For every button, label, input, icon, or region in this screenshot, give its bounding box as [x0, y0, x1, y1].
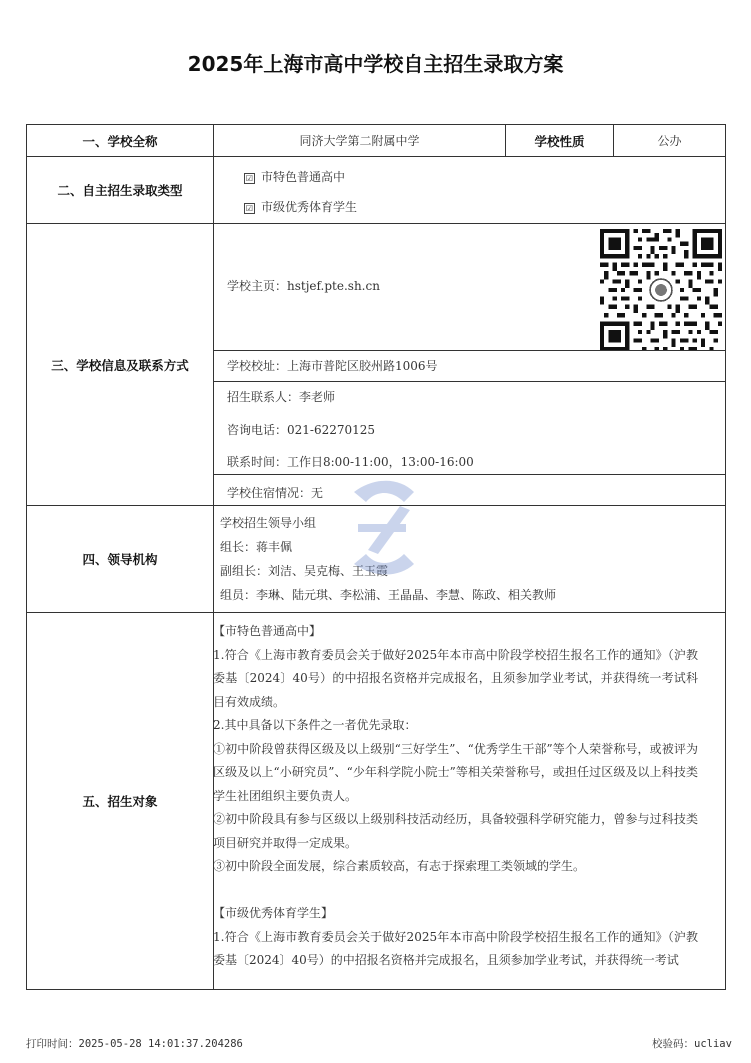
- label-leadership: 四、领导机构: [27, 506, 214, 612]
- school-homepage[interactable]: 学校主页：hstjef.pte.sh.cn: [227, 279, 380, 293]
- contact-phone: 咨询电话：021-62270125: [227, 423, 376, 437]
- leadership-group: 学校招生领导小组: [220, 516, 317, 530]
- print-time: 打印时间：2025-05-28 14:01:37.204286: [26, 1038, 243, 1050]
- targets-paragraph: 1.符合《上海市教育委员会关于做好2025年本市高中阶段学校招生报名工作的通知》（沪教委基〔2024〕40号）的中招报名资格并完成报名，且须参加学业考试，并获得统一考试: [213, 929, 698, 967]
- qr-code: [600, 229, 722, 355]
- school-name: 同济大学第二附属中学: [214, 125, 506, 156]
- contact-hours: 联系时间：工作日8:00-11:00，13:00-16:00: [227, 455, 474, 469]
- targets-spacer: [213, 879, 698, 903]
- checkbox-checked-icon: ☑: [245, 204, 254, 213]
- label-targets: 五、招生对象: [27, 613, 214, 989]
- row-enrollment-type: [27, 157, 725, 224]
- school-address: 学校校址：上海市普陀区胶州路1006号: [227, 359, 438, 373]
- label-school-nature: 学校性质: [506, 125, 614, 156]
- targets-paragraph: 1.符合《上海市教育委员会关于做好2025年本市高中阶段学校招生报名工作的通知》（沪教委基〔2024〕40号）的中招报名资格并完成报名，且须参加学业考试，并获得统一考试科目有效成绩。: [213, 647, 698, 709]
- leadership-deputies: 副组长：刘洁、吴克梅、王玉霞: [220, 564, 389, 578]
- school-nature: 公办: [657, 134, 682, 148]
- page-title: 2025年上海市高中学校自主招生录取方案: [187, 52, 564, 76]
- targets-paragraph: 2.其中具备以下条件之一者优先录取：: [213, 718, 417, 732]
- boarding-info: 学校住宿情况：无: [227, 486, 324, 500]
- label-enrollment-type: 二、自主招生录取类型: [27, 157, 214, 223]
- check-code: 校验码：ucliav: [652, 1038, 732, 1050]
- targets-paragraph: ③初中阶段全面发展，综合素质较高，有志于探索理工类领域的学生。: [213, 859, 586, 873]
- option-special-high-school: ☑ 市特色普通高中: [245, 170, 346, 184]
- leadership-members: 组员：李琳、陆元琪、李松浦、王晶晶、李慧、陈政、相关教师: [220, 588, 557, 602]
- targets-paragraph: ①初中阶段曾获得区级及以上级别“三好学生”、“优秀学生干部”等个人荣誉称号，或被评为区级及以上“小研究员”、“少年科学院小院士”等相关荣誉称号，或担任过区级及以上科技类学生社团组织主要负责人。: [213, 741, 698, 803]
- checkbox-checked-icon: ☑: [245, 174, 254, 183]
- row-contact-info: [27, 224, 725, 506]
- label-contact-info: 三、学校信息及联系方式: [27, 224, 214, 505]
- targets-heading-special: 【市特色普通高中】: [213, 624, 322, 638]
- targets-heading-sports: 【市级优秀体育学生】: [213, 906, 334, 920]
- targets-text: [213, 620, 698, 973]
- option-sports-student: ☑ 市级优秀体育学生: [245, 200, 358, 214]
- contact-person: 招生联系人：李老师: [227, 390, 336, 404]
- row-school-name: [27, 125, 725, 157]
- watermark-logo-icon: [344, 472, 424, 582]
- leadership-leader: 组长：蒋丰佩: [220, 540, 293, 554]
- label-school-name: 一、学校全称: [27, 125, 214, 156]
- targets-paragraph: ②初中阶段具有参与区级以上级别科技活动经历，具备较强科学研究能力，曾参与过科技类项目研究并取得一定成果。: [213, 812, 698, 850]
